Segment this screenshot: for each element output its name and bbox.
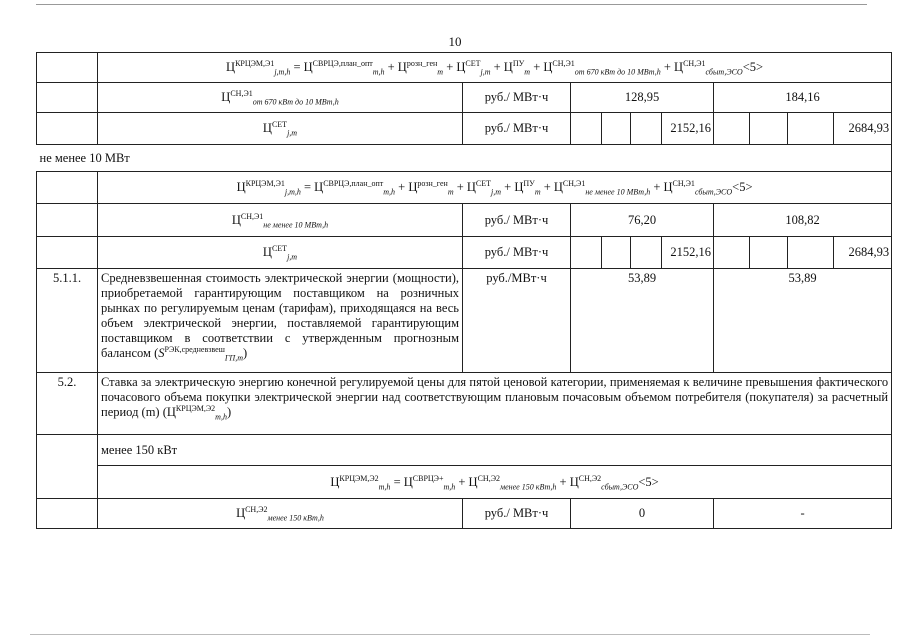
symbol-sn-670: $Ц^{СН,Э1}_{от 670 кВт до 10 МВт,h}$ [98, 83, 463, 113]
tariff-table [36, 52, 892, 529]
symbol-sn-150: $Ц^{СН,Э2}_{менее 150 кВт,h}$ [98, 499, 463, 529]
row-description: Ставка за электрическую энергию конечной регулируемой цены для пятой ценовой категории, применяемая к величине превышения фактического почасового объема покупки электрической энергии над соответствующим плановым почасовым объемом потребителя (покупателя) за расчетный период (m) $(Ц^{КРЦЭМ,Э2}_{m,h})$ [98, 373, 892, 435]
section-label: не менее 10 МВт [37, 145, 892, 172]
formula-e1-670: $Ц^{КРЦЭМ,Э1}_{j,m,h} = Ц^{СВРЦЭ,план\_опт}_{m,h} + Ц^{розн\_ген}_m + Ц^{СЕТ}_{j,m} + Ц^{ПУ}_m + Ц^{СН,Э1}_{от 670 кВт до 10 МВт,h} + Ц^{СН,Э1}_{сбыт,ЭСО}<5>$ [98, 53, 892, 83]
value-2: - [714, 499, 892, 529]
row-sn-10 [37, 204, 892, 237]
scan-artifact-bottom [30, 634, 870, 635]
row-label-10mw [37, 145, 892, 172]
formula-e1-10: $Ц^{КРЦЭМ,Э1}_{j,m,h} = Ц^{СВРЦЭ,план\_опт}_{m,h} + Ц^{розн\_ген}_m + Ц^{СЕТ}_{j,m} + Ц^{ПУ}_m + Ц^{СН,Э1}_{не менее 10 МВт,h} + Ц^{СН,Э1}_{сбыт,ЭСО}<5>$ [98, 172, 892, 204]
value-1: 2152,16 [662, 237, 714, 269]
unit-cell: руб./ МВт·ч [463, 113, 571, 145]
row-number: 5.1.1. [37, 269, 98, 373]
formula-e2: $Ц^{КРЦЭМ,Э2}_{m,h} = Ц^{СВРЦЭ+}_{m,h} + Ц^{СН,Э2}_{менее 150 кВт,h} + Ц^{СН,Э2}_{сбыт,ЭСО}<5>$ [98, 466, 892, 499]
row-number: 5.2. [37, 373, 98, 435]
symbol-set: $Ц^{СЕТ}_{j,m}$ [98, 237, 463, 269]
row-set-670 [37, 113, 892, 145]
symbol-sn-10: $Ц^{СН,Э1}_{не менее 10 МВт,h}$ [98, 204, 463, 237]
value-2: 2684,93 [834, 237, 892, 269]
row-sn-150 [37, 499, 892, 529]
value-2: 53,89 [714, 269, 892, 373]
row-5-2 [37, 373, 892, 435]
scan-artifact-top [36, 4, 867, 5]
row-5-1-1 [37, 269, 892, 373]
row-description: Средневзвешенная стоимость электрической энергии (мощности), приобретаемой гарантирующим поставщиком на розничных рынках по регулируемым ценам (тарифам), приходящаяся на весь объем электрической энергии, поставляемой гарантирующим поставщиком в соответствии с утвержденным прогнозным балансом $(S^{РЭК,средневзвеш}_{ГП,m})$ [98, 269, 463, 373]
unit-cell: руб./ МВт·ч [463, 237, 571, 269]
value-1: 53,89 [571, 269, 714, 373]
value-2: 2684,93 [834, 113, 892, 145]
formula-row-e1-670 [37, 53, 892, 83]
value-1: 0 [571, 499, 714, 529]
unit-cell: руб./ МВт·ч [463, 83, 571, 113]
page-number: 10 [448, 34, 462, 49]
value-2: 184,16 [714, 83, 892, 113]
unit-cell: руб./ МВт·ч [463, 204, 571, 237]
symbol-set: $Ц^{СЕТ}_{j,m}$ [98, 113, 463, 145]
unit-cell: руб./ МВт·ч [463, 499, 571, 529]
formula-row-e1-10 [37, 172, 892, 204]
row-set-10 [37, 237, 892, 269]
row-sn-670 [37, 83, 892, 113]
formula-row-e2 [37, 466, 892, 499]
value-1: 128,95 [571, 83, 714, 113]
value-1: 76,20 [571, 204, 714, 237]
value-1: 2152,16 [662, 113, 714, 145]
unit-cell: руб./МВт·ч [463, 269, 571, 373]
row-label-150kw [37, 435, 892, 466]
section-label: менее 150 кВт [98, 435, 892, 466]
value-2: 108,82 [714, 204, 892, 237]
